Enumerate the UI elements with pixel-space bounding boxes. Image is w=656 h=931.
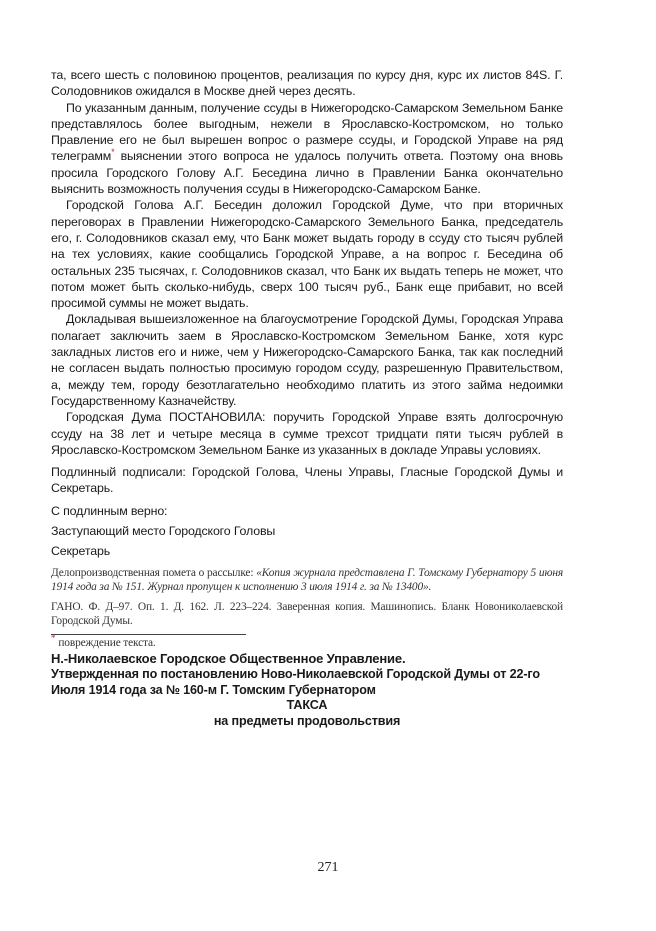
- paragraph-5-resolution: Городская Дума ПОСТАНОВИЛА: поручить Городской Управе взять долгосрочную ссуду на 38 лет и четыре месяца в сумме трехсот тридцати пяти тысяч рублей в Ярославско-Костромском Земельном Банке из указанных в докладе Управы условиях.: [51, 410, 563, 457]
- true-copy-line: С подлинным верно:: [51, 503, 168, 518]
- damage-footnote-marker: *: [111, 147, 115, 158]
- paragraph-2-start: По указанным данным, получение ссуды в Нижегородско-Самарском Земельном Банке представлялось более выгодным, нежели в Ярославско-Костромском, но только Правление его не был вырешен вопрос о размере ссуды, и Городской Управе на ряд телеграмм: [51, 100, 563, 164]
- approval-subheading: Утвержденная по постановлению Ново-Николаевской Городской Думы от 22-го Июля 1914 года за № 160-м Г. Томским Губернатором: [51, 667, 540, 697]
- footnote: [51, 632, 563, 651]
- deputy-line: Заступающий место Городского Головы: [51, 524, 276, 539]
- clerical-note-prefix: Делопроизводственная помета о рассылке:: [51, 566, 257, 579]
- footnote-marker: *: [51, 632, 56, 643]
- secretary-line: Секретарь: [51, 544, 111, 559]
- paragraph-2: [51, 100, 563, 198]
- page-number: 271: [317, 860, 339, 875]
- taxa-title: ТАКСА: [286, 698, 328, 713]
- paragraph-4: Докладывая вышеизложенное на благоусмотрение Городской Думы, Городская Управа полагает заключить заем в Ярославско-Костромском Земельном Банке, хотя курс закладных листов его и ниже, чем у Нижегородско-Самарского Банка, так как последний не согласен выдать полностью просимую городом ссуду, разрешенную Правительством, а, между тем, городу безотлагательно необходимо платить из этого займа недоимки Государственному Казначейству.: [51, 312, 563, 408]
- section-heading: Н.-Николаевское Городское Общественное Управление.: [51, 650, 406, 666]
- paragraph-3: Городской Голова А.Г. Беседин доложил Городской Думе, что при вторичных переговорах в Правлении Нижегородско-Самарского Земельного Банка, председатель его, г. Солодовников сказал ему, что Банк может выдать городу в ссуду сто тысяч рублей на тех условиях, какие сообщались Городской Управе, а на вопрос г. Беседина об остальных 235 тысячах, г. Солодовников сказал, что Банк их выдать теперь не может, что потом может быть сколько-нибудь, сверх 100 тысяч руб., Банк еще прибавит, но всей просимой суммы не может выдать.: [51, 198, 563, 311]
- archive-reference: ГАНО. Ф. Д–97. Оп. 1. Д. 162. Л. 223–224. Заверенная копия. Машинопись. Бланк Новониколаевской Городской Думы.: [51, 600, 563, 627]
- clerical-note: [51, 566, 563, 594]
- footnote-text: повреждение текста.: [58, 636, 156, 649]
- taxa-subtitle: на предметы продовольствия: [213, 713, 401, 728]
- signed-by: Подлинный подписали: Городской Голова, Члены Управы, Гласные Городской Думы и Секретарь.: [51, 465, 563, 496]
- clerical-note-quote: «Копия журнала представлена Г. Томскому Губернатору 5 июня 1914 года за № 151. Журнал пропущен к исполнению 3 июля 1914 г. за № 13400».: [51, 566, 563, 593]
- main-text: [51, 67, 563, 729]
- paragraph-1: та, всего шесть с половиною процентов, реализация по курсу дня, курс их листов 84S. Г. Солодовников ожидался в Москве дней через десять.: [51, 68, 563, 99]
- paragraph-2-end: выяснении этого вопроса не удалось получить ответа. Поэтому она вновь просила Городского Голову А.Г. Беседина лично в Правлении Банка окончательно выяснить возможность получения ссуды в Нижегородско-Самарском Банке.: [51, 149, 563, 197]
